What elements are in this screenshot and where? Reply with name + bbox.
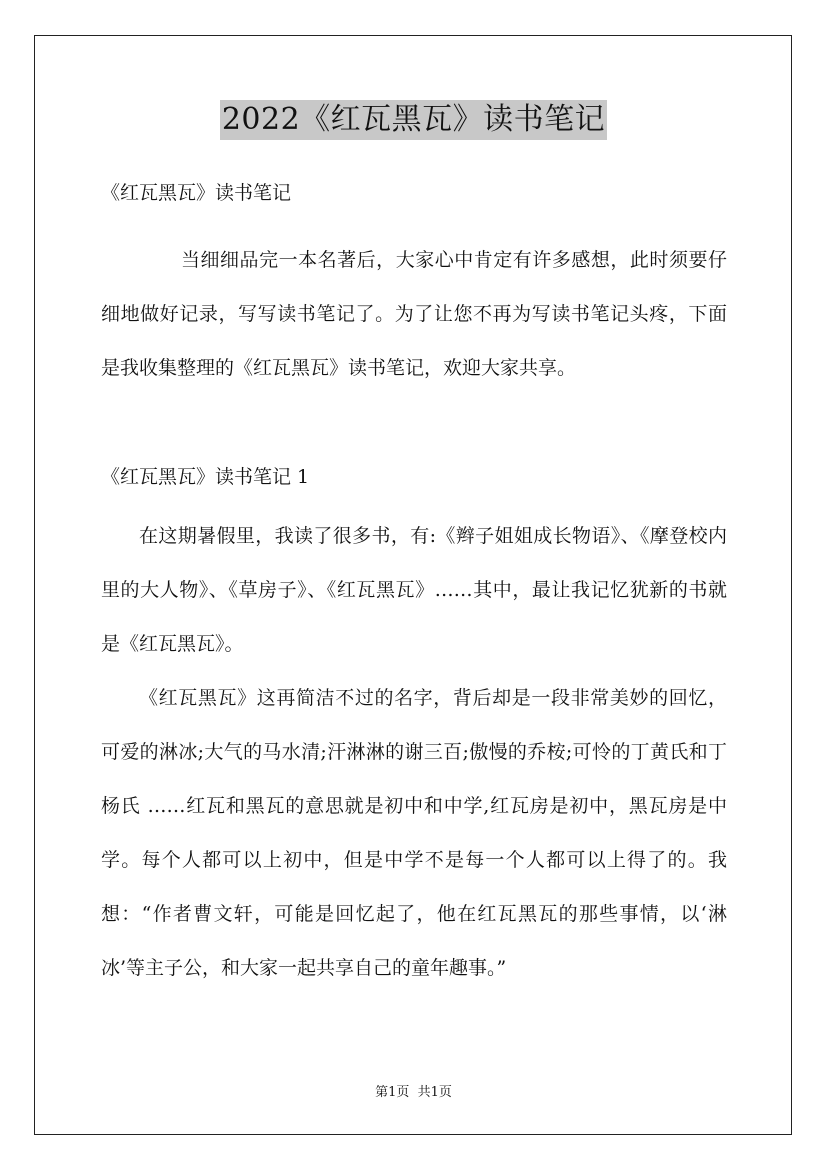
document-body xyxy=(101,175,727,995)
title-container xyxy=(0,100,827,140)
page-footer: 第1页 共1页 xyxy=(375,1085,452,1100)
section-heading: 《红瓦黑瓦》读书笔记 1 xyxy=(101,466,310,488)
body-paragraph-2: 《红瓦黑瓦》这再简洁不过的名字，背后却是一段非常美妙的回忆，可爱的淋冰;大气的马水清;汗淋淋的谢三百;傲慢的乔桉;可怜的丁黄氏和丁杨氏 ……红瓦和黑瓦的意思就是初中和中学,红瓦房是初中，黑瓦房是中学。每个人都可以上初中，但是中学不是每一个人都可以上得了的。我想：“作者曹文轩，可能是回忆起了，他在红瓦黑瓦的那些事情，以‘淋冰’等主子公，和大家一起共享自己的童年趣事。” xyxy=(101,687,727,979)
document-subtitle: 《红瓦黑瓦》读书笔记 xyxy=(101,182,292,204)
document-title: 2022《红瓦黑瓦》读书笔记 xyxy=(220,100,607,140)
body-paragraph-1: 在这期暑假里，我读了很多书，有:《辫子姐姐成长物语》、《摩登校内里的大人物》、《草房子》、《红瓦黑瓦》……其中，最让我记忆犹新的书就是《红瓦黑瓦》。 xyxy=(101,525,727,655)
intro-paragraph: 当细细品完一本名著后，大家心中肯定有许多感想，此时须要仔细地做好记录，写写读书笔记了。为了让您不再为写读书笔记头疼，下面是我收集整理的《红瓦黑瓦》读书笔记，欢迎大家共享。 xyxy=(101,249,727,379)
section-spacer xyxy=(101,395,727,459)
